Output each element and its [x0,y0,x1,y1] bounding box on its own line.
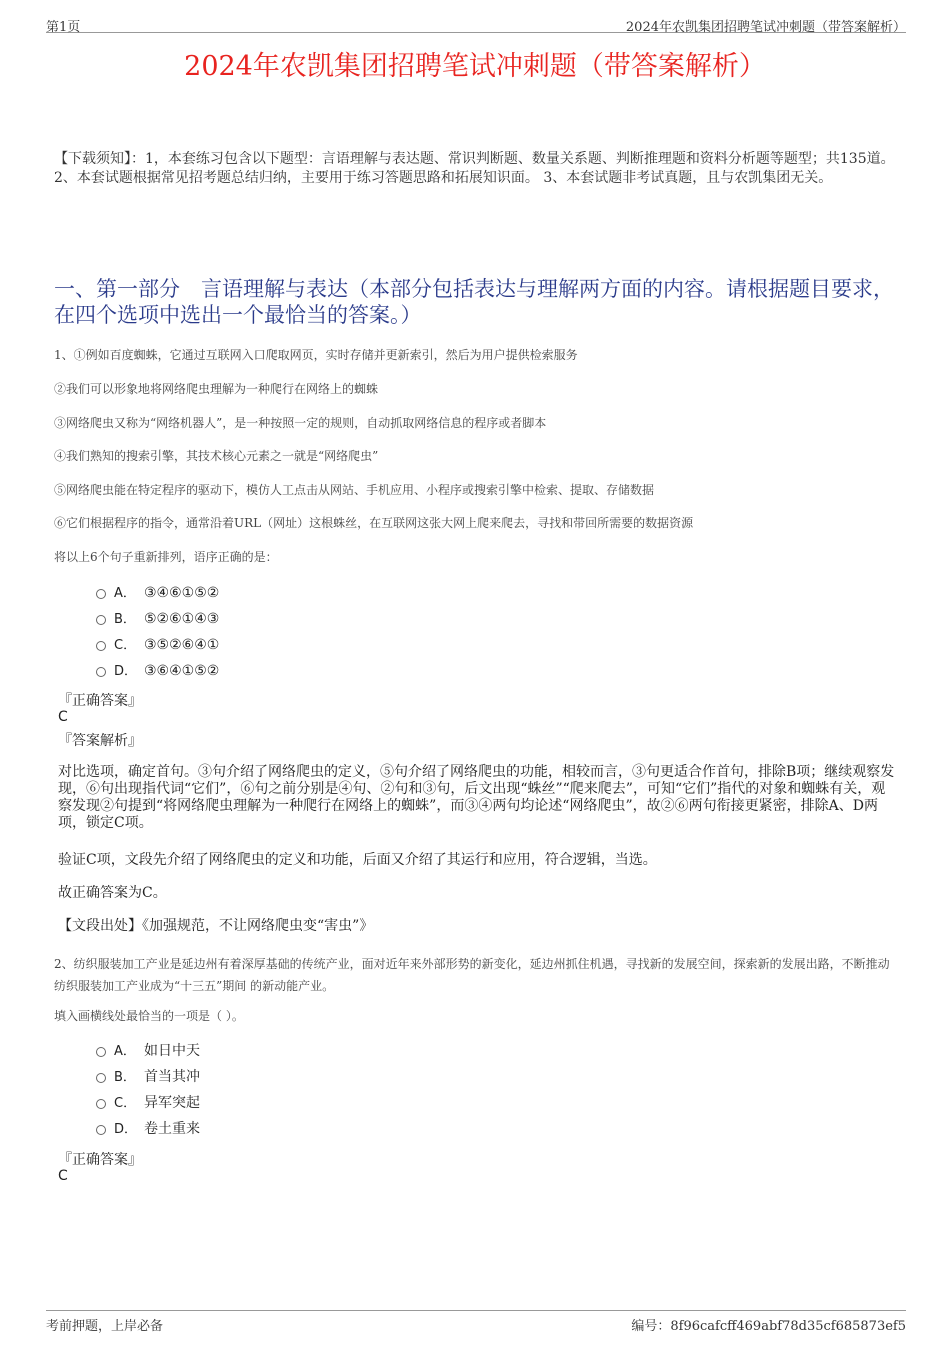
q1-verification: 验证C项，文段先介绍了网络爬虫的定义和功能，后面又介绍了其运行和应用，符合逻辑，当选。 [58,852,657,868]
q1-analysis-label: 『答案解析』 [58,733,142,749]
footer-doc-id: 编号：8f96cafcff469abf78d35cf685873ef5 [631,1319,906,1334]
q2-option-a[interactable]: A． 如日中天 [96,1040,200,1062]
download-notice: 【下载须知】：1，本套练习包含以下题型：言语理解与表达题、常识判断题、数量关系题、判断推理题和资料分析题等题型；共135道。 2、本套试题根据常见招考题总结归纳，主要用于练习答题思路和拓展知识面。 3、本套试题非考试真题，且与农凯集团无关。 [54,151,895,186]
radio-icon[interactable] [96,1125,106,1135]
header-doc-title: 2024年农凯集团招聘笔试冲刺题（带答案解析） [625,20,906,35]
q1-conclusion: 故正确答案为C。 [58,885,167,901]
radio-icon[interactable] [96,589,106,599]
section-title: 一、第一部分 言语理解与表达（本部分包括表达与理解两方面的内容。请根据题目要求，在四个选项中选出一个最恰当的答案。） [54,277,894,327]
footer-slogan: 考前押题，上岸必备 [46,1319,164,1334]
document-title: 2024年农凯集团招聘笔试冲刺题（带答案解析） [184,51,766,82]
page-number: 第1页 [46,20,81,35]
radio-icon[interactable] [96,1073,106,1083]
radio-icon[interactable] [96,1099,106,1109]
q1-line-2: ②我们可以形象地将网络爬虫理解为一种爬行在网络上的蜘蛛 [54,382,379,396]
q1-option-b[interactable]: B． ⑤②⑥①④③ [96,608,219,630]
q1-line-5: ⑤网络爬虫能在特定程序的驱动下，模仿人工点击从网站、手机应用、小程序或搜索引擎中检索、提取、存储数据 [54,483,655,497]
q2-stem: 2、纺织服装加工产业是延边州有着深厚基础的传统产业，面对近年来外部形势的新变化，延边州抓住机遇，寻找新的发展空间，探索新的发展出路，不断推动纺织服装加工产业成为“十三五”期间 的新动能产业。 [54,957,890,993]
q1-answer-label: 『正确答案』 [58,693,142,709]
radio-icon[interactable] [96,1047,106,1057]
page-footer [46,1310,906,1334]
q2-answer-label: 『正确答案』 [58,1152,142,1168]
q1-line-6: ⑥它们根据程序的指令，通常沿着URL（网址）这根蛛丝，在互联网这张大网上爬来爬去，寻找和带回所需要的数据资源 [54,516,694,530]
q1-source: 【文段出处】《加强规范，不让网络爬虫变“害虫”》 [58,918,374,934]
q2-answer: C [58,1168,68,1184]
q1-option-a[interactable]: A． ③④⑥①⑤② [96,582,219,604]
q1-line-1: 1、①例如百度蜘蛛，它通过互联网入口爬取网页，实时存储并更新索引，然后为用户提供检索服务 [54,348,578,362]
q2-prompt: 填入画横线处最恰当的一项是（ ）。 [54,1009,244,1023]
q2-option-c[interactable]: C． 异军突起 [96,1092,200,1114]
page-header [46,14,906,33]
q1-line-3: ③网络爬虫又称为“网络机器人”，是一种按照一定的规则，自动抓取网络信息的程序或者脚本 [54,416,547,430]
q2-option-b[interactable]: B． 首当其冲 [96,1066,200,1088]
radio-icon[interactable] [96,667,106,677]
radio-icon[interactable] [96,615,106,625]
q1-option-d[interactable]: D． ③⑥④①⑤② [96,660,219,682]
q1-analysis-paragraph: 对比选项，确定首句。③句介绍了网络爬虫的定义，⑤句介绍了网络爬虫的功能，相较而言，③句更适合作首句，排除B项；继续观察发现，⑥句出现指代词“它们”，⑥句之前分别是④句、②句和③句，后文出现“蛛丝”“爬来爬去”，可知“它们”指代的对象和蜘蛛有关，观察发现②句提到“将网络爬虫理解为一种爬行在网络上的蜘蛛”，而③④两句均论述“网络爬虫”，故②⑥两句衔接更紧密，排除A、D两项，锁定C项。 [58,764,895,831]
q2-option-d[interactable]: D． 卷土重来 [96,1118,200,1140]
q1-option-c[interactable]: C． ③⑤②⑥④① [96,634,219,656]
q1-line-4: ④我们熟知的搜索引擎，其技术核心元素之一就是“网络爬虫” [54,449,379,463]
q1-prompt: 将以上6个句子重新排列，语序正确的是： [54,550,278,564]
q1-answer: C [58,709,68,725]
radio-icon[interactable] [96,641,106,651]
